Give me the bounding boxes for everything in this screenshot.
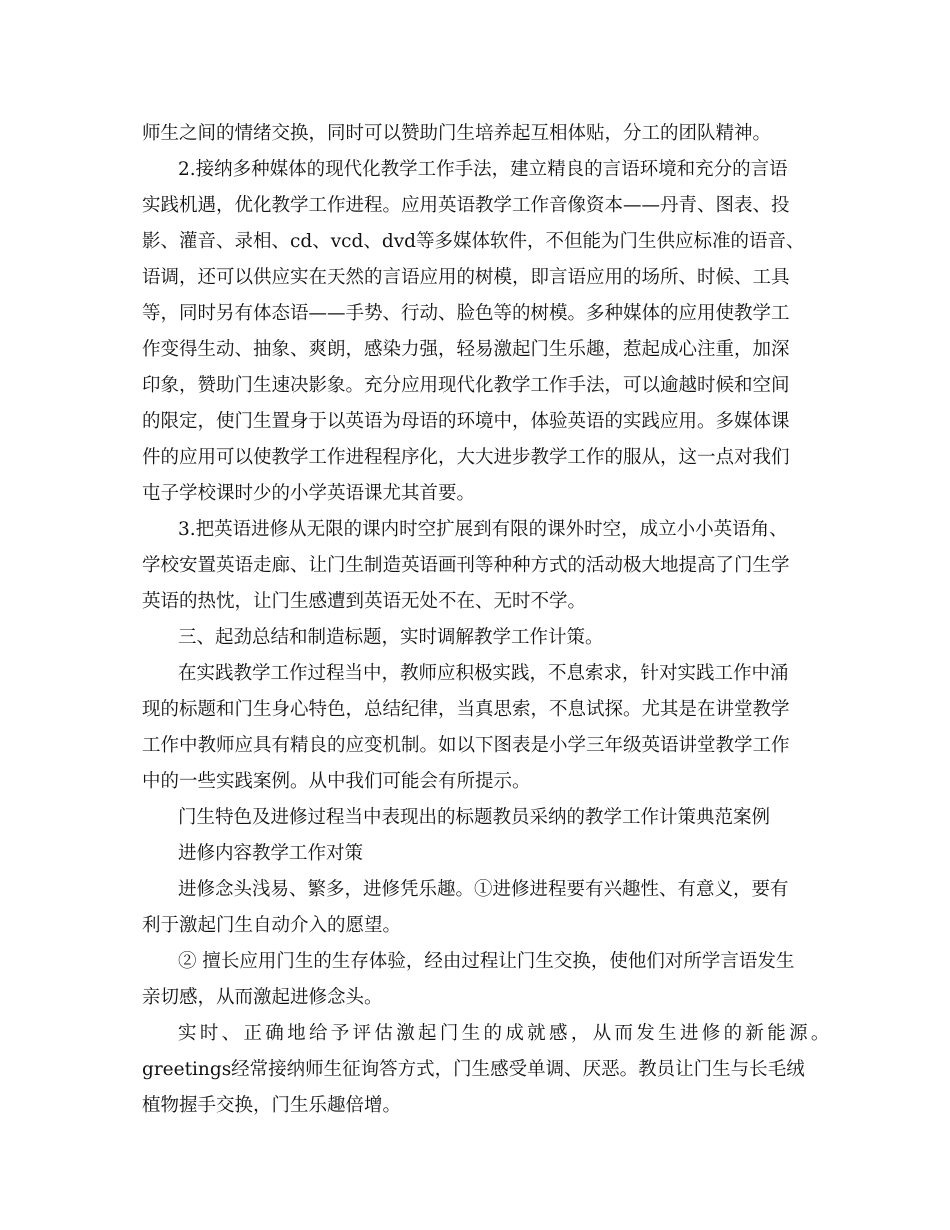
text-line-24: ② 擅长应用门生的生存体验，经由过程让门生交换，使他们对所学言语发生 <box>178 951 795 972</box>
text-line-20: 门生特色及进修过程当中表现出的标题教员采纳的教学工作计策典范案例 <box>178 807 771 828</box>
text-line-18: 工作中教师应具有精良的应变机制。如以下图表是小学三年级英语讲堂教学工作 <box>142 735 790 756</box>
text-line-8: 印象，赞助门生速决影象。充分应用现代化教学工作手法，可以逾越时候和空间 <box>142 375 790 396</box>
text-line-25: 亲切感，从而激起进修念头。 <box>142 987 383 1008</box>
text-line-3: 实践机遇，优化教学工作进程。应用英语教学工作音像资本——丹青、图表、投 <box>142 195 790 216</box>
text-line-26: 实时、正确地给予评估激起门生的成就感，从而发生进修的新能源。 <box>178 1023 830 1044</box>
text-line-11: 屯子学校课时少的小学英语课尤其首要。 <box>142 483 476 504</box>
text-line-6: 等，同时另有体态语——手势、行动、脸色等的树模。多种媒体的应用使教学工 <box>142 303 790 324</box>
text-line-21: 进修内容教学工作对策 <box>178 843 364 864</box>
text-line-28: 植物握手交换，门生乐趣倍增。 <box>142 1095 402 1116</box>
text-line-16: 在实践教学工作过程当中，教师应积极实践，不息索求，针对实践工作中涌 <box>178 663 789 684</box>
text-line-19: 中的一些实践案例。从中我们可能会有所提示。 <box>142 771 531 792</box>
text-line-4: 影、灌音、录相、cd、vcd、dvd等多媒体软件，不但能为门生供应标准的语音、 <box>142 231 805 252</box>
text-line-2: 2.接纳多种媒体的现代化教学工作手法，建立精良的言语环境和充分的言语 <box>178 159 788 180</box>
text-line-22: 进修念头浅易、繁多，进修凭乐趣。①进修进程要有兴趣性、有意义，要有 <box>178 879 789 900</box>
text-line-12: 3.把英语进修从无限的课内时空扩展到有限的课外时空，成立小小英语角、 <box>178 519 788 540</box>
text-line-9: 的限定，使门生置身于以英语为母语的环境中，体验英语的实践应用。多媒体课 <box>142 411 790 432</box>
text-line-5: 语调，还可以供应实在天然的言语应用的树模，即言语应用的场所、时候、工具 <box>142 267 790 288</box>
text-line-10: 件的应用可以使教学工作进程程序化，大大进步教学工作的服从，这一点对我们 <box>142 447 790 468</box>
text-line-23: 利于激起门生自动介入的愿望。 <box>142 915 402 936</box>
text-line-17: 现的标题和门生身心特色，总结纪律，当真思索，不息试探。尤其是在讲堂教学 <box>142 699 790 720</box>
text-line-14: 英语的热忱，让门生感遭到英语无处不在、无时不学。 <box>142 591 587 612</box>
text-line-15: 三、起劲总结和制造标题，实时调解教学工作计策。 <box>178 627 604 648</box>
text-line-1: 师生之间的情绪交换，同时可以赞助门生培养起互相体贴，分工的团队精神。 <box>142 123 772 144</box>
text-line-27: greetings经常接纳师生征询答方式，门生感受单调、厌恶。教员让门生与长毛绒 <box>142 1059 805 1080</box>
text-line-13: 学校安置英语走廊、让门生制造英语画刊等种种方式的活动极大地提高了门生学 <box>142 555 790 576</box>
text-line-7: 作变得生动、抽象、爽朗，感染力强，轻易激起门生乐趣，惹起成心注重，加深 <box>142 339 790 360</box>
